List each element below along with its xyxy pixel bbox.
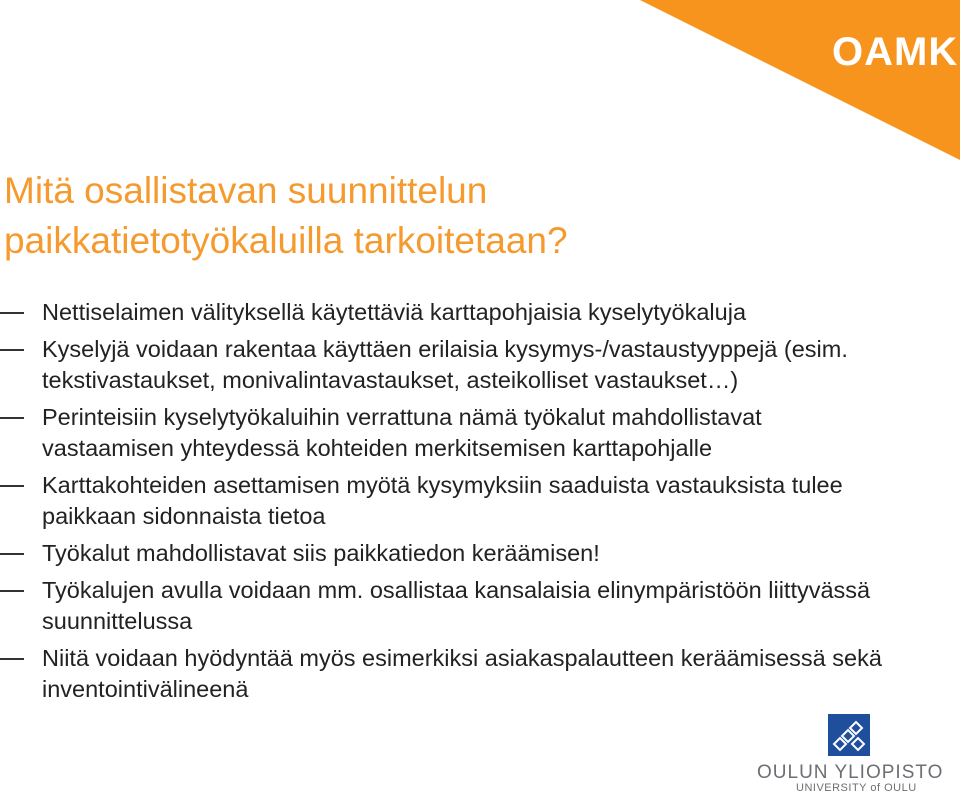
bullet-text: Kyselyjä voidaan rakentaa käyttäen erilaisia kysymys-/vastaustyyppejä (esim. tekstivastaukset, monivalintavastaukset, asteikolliset vastaukset…) <box>42 336 848 393</box>
dash-bullet-icon <box>0 590 24 592</box>
dash-bullet-icon <box>0 658 24 660</box>
title-line-1: Mitä osallistavan suunnittelun <box>4 170 488 211</box>
dash-bullet-icon <box>0 349 24 351</box>
bullet-item <box>0 297 900 328</box>
title-line-2: paikkatietotyökaluilla tarkoitetaan? <box>4 220 568 261</box>
bullet-text: Nettiselaimen välityksellä käytettäviä karttapohjaisia kyselytyökaluja <box>42 299 747 325</box>
dash-bullet-icon <box>0 553 24 555</box>
university-subtitle: UNIVERSITY of OULU <box>796 782 917 794</box>
dash-bullet-icon <box>0 417 24 419</box>
university-emblem-icon <box>828 714 870 756</box>
dash-bullet-icon <box>0 312 24 314</box>
bullet-list <box>0 297 900 711</box>
bullet-item <box>0 334 900 396</box>
bullet-item <box>0 575 900 637</box>
bullet-text: Työkalut mahdollistavat siis paikkatiedon keräämisen! <box>42 540 600 566</box>
oamk-logo: OAMK <box>832 30 959 74</box>
bullet-item <box>0 470 900 532</box>
university-name: OULUN YLIOPISTO <box>757 762 944 783</box>
oamk-orange-band <box>0 0 960 170</box>
bullet-item <box>0 402 900 464</box>
dash-bullet-icon <box>0 485 24 487</box>
bullet-text: Niitä voidaan hyödyntää myös esimerkiksi asiakaspalautteen keräämisessä sekä inventointivälineenä <box>42 645 882 702</box>
bullet-text: Työkalujen avulla voidaan mm. osallistaa kansalaisia elinympäristöön liittyvässä suunnittelussa <box>42 577 871 634</box>
bullet-item <box>0 538 900 569</box>
bullet-item <box>0 643 900 705</box>
bullet-text: Karttakohteiden asettamisen myötä kysymyksiin saaduista vastauksista tulee paikkaan sidonnaista tietoa <box>42 472 843 529</box>
bullet-text: Perinteisiin kyselytyökaluihin verrattuna nämä työkalut mahdollistavat vastaamisen yhteydessä kohteiden merkitsemisen karttapohjalle <box>42 404 762 461</box>
slide-title <box>4 166 704 266</box>
